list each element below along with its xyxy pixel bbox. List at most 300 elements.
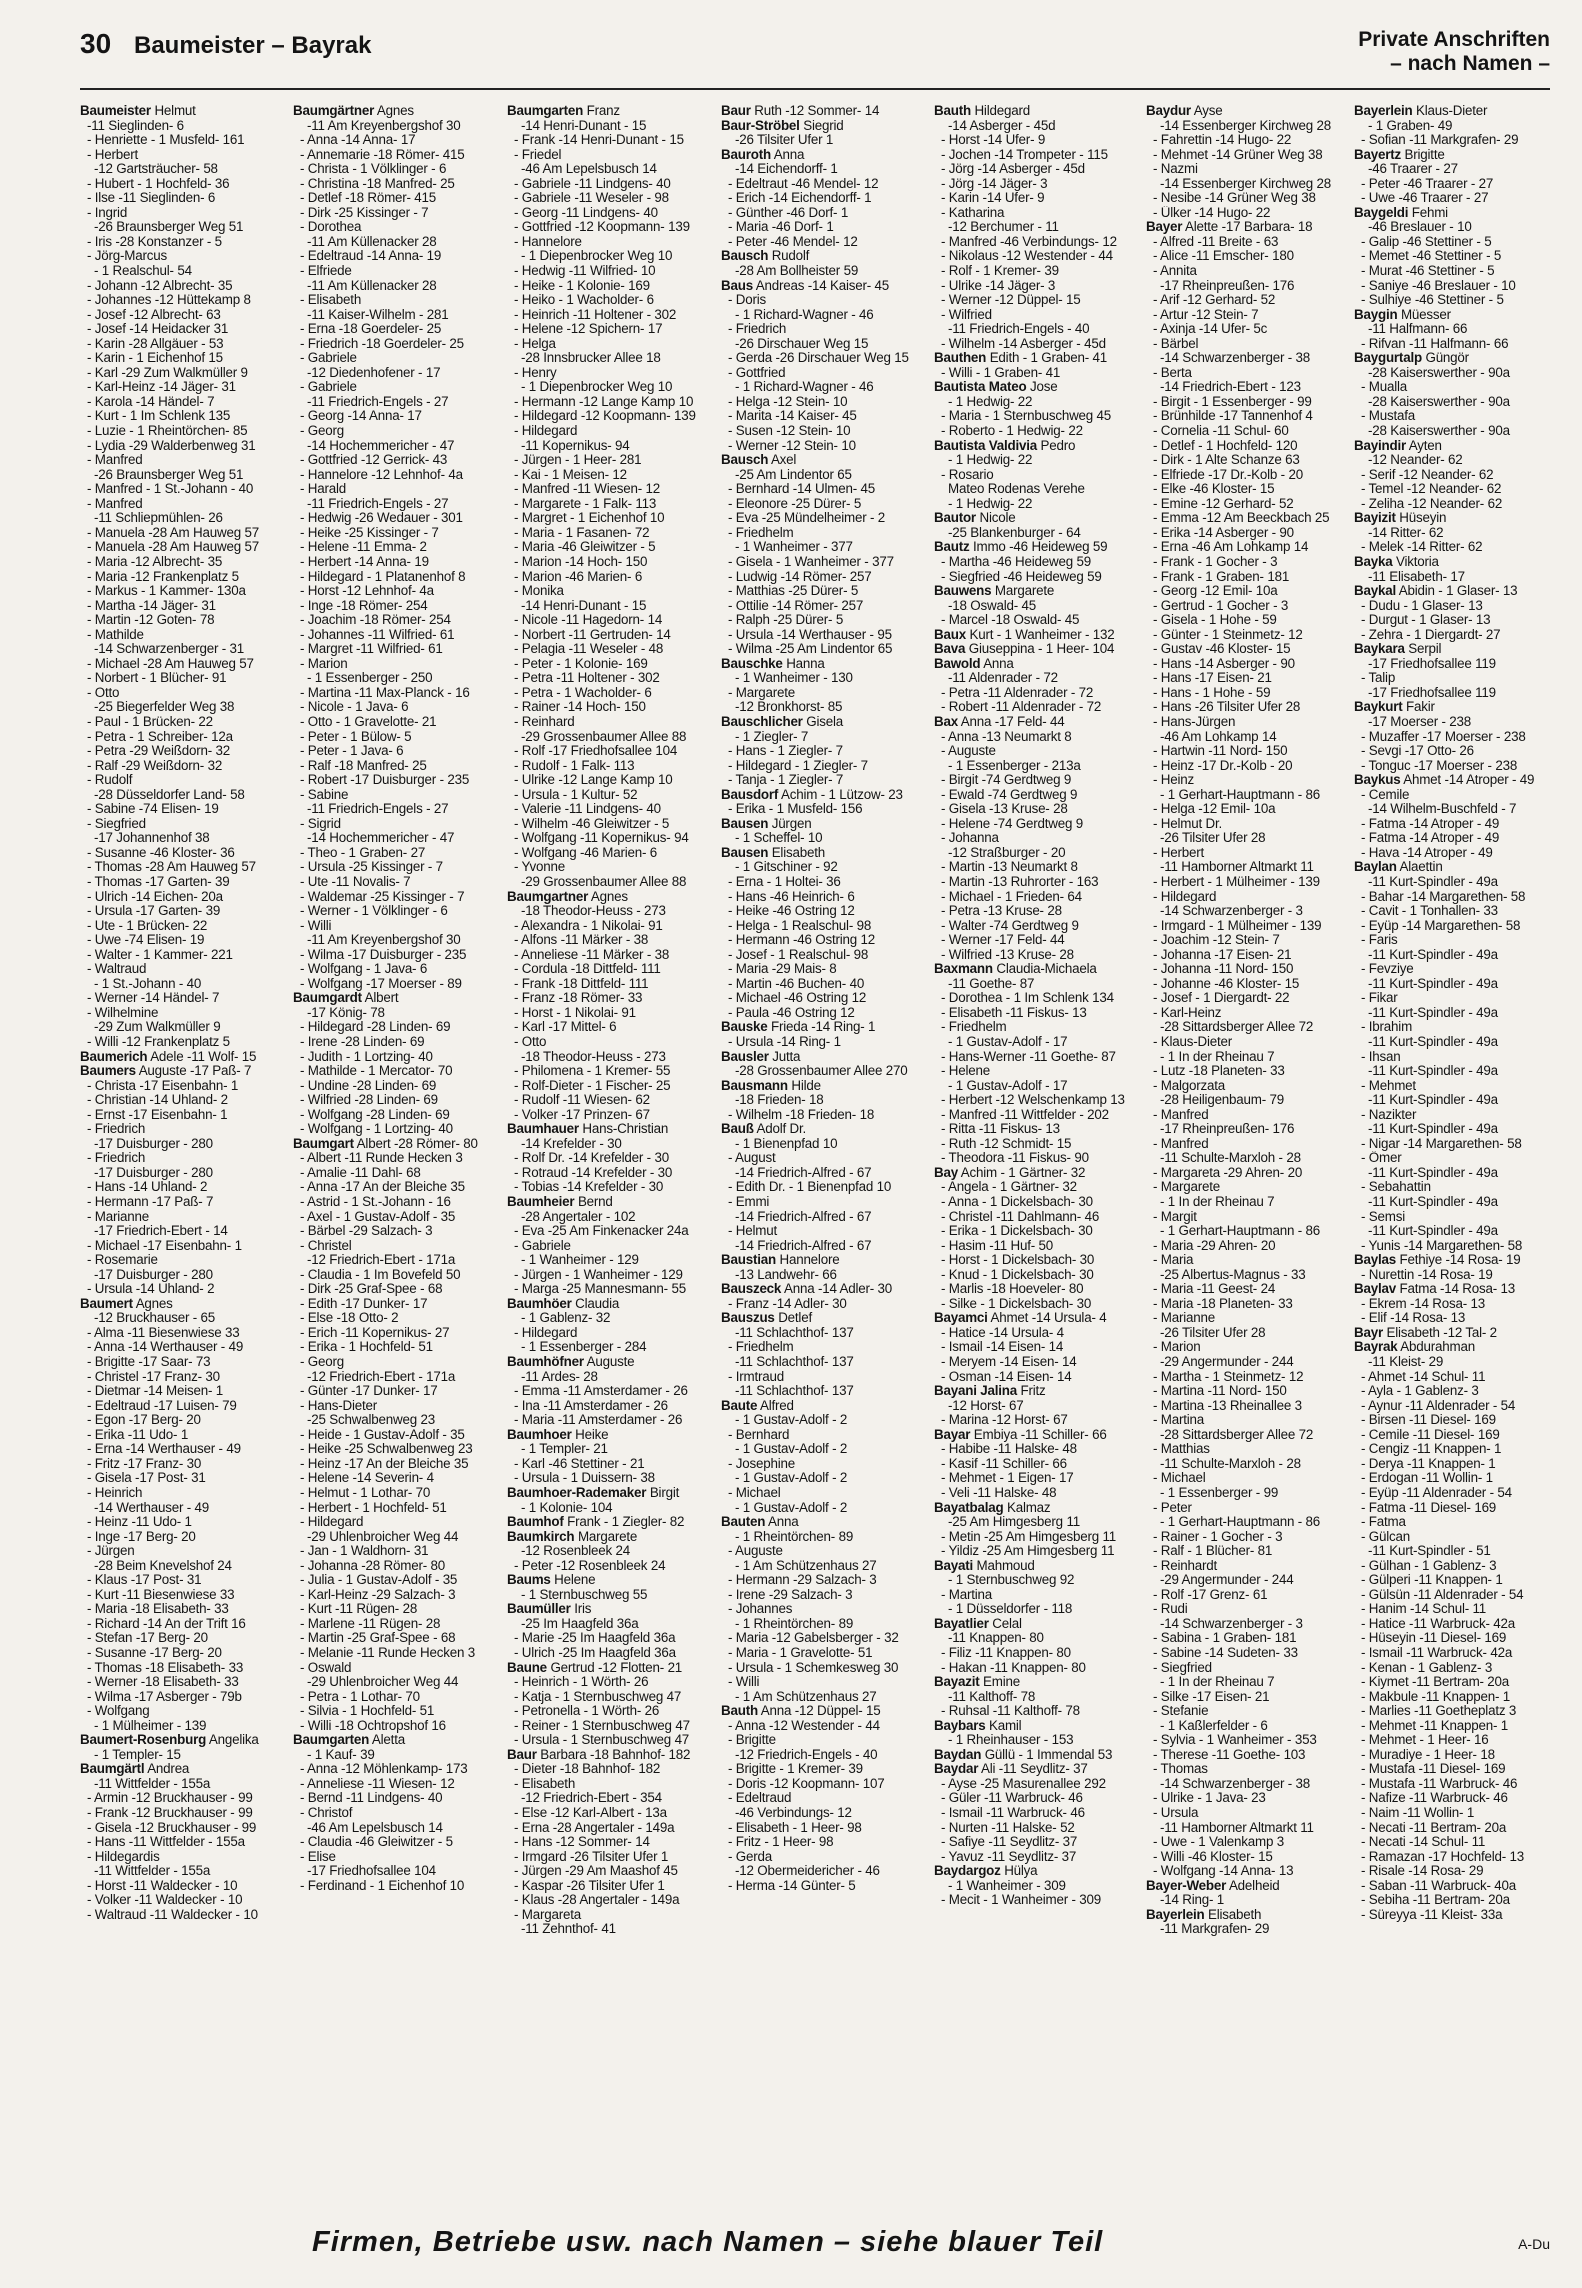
- address-line: - 1 Hedwig- 22: [948, 394, 1033, 409]
- list-item: - Manfred -11 Wittfelder - 202: [941, 1107, 1109, 1122]
- list-item: - Ekrem -14 Rosa- 13: [1361, 1296, 1485, 1311]
- list-item: - Petra -11 Aldenrader - 72: [941, 685, 1094, 700]
- list-item: - Michael -17 Eisenbahn- 1: [87, 1238, 242, 1253]
- list-item: - Willi: [300, 918, 332, 933]
- directory-column: [1146, 104, 1344, 2164]
- list-item: - Dorothea - 1 Im Schlenk 134: [941, 991, 1114, 1006]
- address-line: - 1 Realschul- 54: [94, 264, 192, 279]
- list-item: - Marcel -18 Oswald- 45: [941, 613, 1080, 628]
- list-item: - Ömer: [1361, 1151, 1402, 1166]
- list-item: - Thomas: [1153, 1762, 1208, 1777]
- list-item: - Reinhard: [514, 714, 575, 729]
- list-item: - Manfred -46 Verbindungs- 12: [941, 234, 1117, 249]
- list-item: - Tonguc -17 Moerser - 238: [1361, 758, 1518, 773]
- list-item: - Heinz -17 An der Bleiche 35: [300, 1456, 469, 1471]
- list-item: - Cemile -11 Diesel- 169: [1361, 1427, 1500, 1442]
- list-item: - Hans -11 Wittfelder - 155a: [87, 1835, 245, 1850]
- list-item: - Silke -17 Eisen- 21: [1153, 1689, 1270, 1704]
- list-item: - Horst -11 Waldecker - 10: [87, 1878, 238, 1893]
- surname-entry: [1354, 206, 1552, 221]
- address-line: -11 Kleist- 29: [1368, 1355, 1444, 1370]
- list-item: - Alfons -11 Märker - 38: [514, 933, 649, 948]
- list-item: - Yvonne: [514, 860, 566, 875]
- list-item: - Hans -14 Uhland- 2: [87, 1180, 208, 1195]
- list-item: - Hildegard: [514, 1325, 578, 1340]
- list-item: - Galip -46 Stettiner - 5: [1361, 234, 1492, 249]
- entry-detail: Immo -46 Heideweg 59: [969, 540, 1108, 555]
- surname-entry: [721, 1020, 919, 1035]
- surname: Bayer-Weber: [1146, 1878, 1227, 1893]
- list-item: - Memet -46 Stettiner - 5: [1361, 249, 1502, 264]
- list-item: - Gisela - 1 Wanheimer - 377: [728, 554, 894, 569]
- list-item: - Werner - 1 Völklinger - 6: [300, 904, 448, 919]
- list-item: - Jürgen - 1 Heer- 281: [514, 453, 642, 468]
- list-item: - Helene -12 Spichern- 17: [514, 322, 663, 337]
- list-item: - Gottfried -12 Gerrick- 43: [300, 453, 448, 468]
- list-item: - Susanne -17 Berg- 20: [87, 1645, 222, 1660]
- list-item: - Sabine: [300, 787, 349, 802]
- list-item: - Franz -14 Adler- 30: [728, 1296, 847, 1311]
- directory-column: [721, 104, 919, 2164]
- list-item: - Ursula: [1153, 1805, 1199, 1820]
- list-item: - Sebiha -11 Bertram- 20a: [1361, 1893, 1510, 1908]
- list-item: - Willi -18 Ochtropshof 16: [300, 1718, 446, 1733]
- surname: Bauschke: [721, 656, 783, 671]
- surname: Bayer: [1146, 220, 1183, 235]
- address-line: - 1 Sternbuschweg 92: [948, 1573, 1075, 1588]
- list-item: - Otto: [514, 1035, 547, 1049]
- address-line: -12 Friedrich-Ebert - 354: [521, 1791, 662, 1806]
- list-item: - Alma -11 Biesenwiese 33: [87, 1325, 240, 1340]
- entry-detail: Albert: [361, 991, 399, 1006]
- list-item: - Dudu - 1 Glaser- 13: [1361, 598, 1483, 613]
- list-item: - Gertrud - 1 Gocher - 3: [1153, 598, 1289, 613]
- surname-entry: [721, 1399, 919, 1414]
- list-item: - Hannelore: [514, 234, 582, 249]
- entry-detail: Güngör: [1421, 351, 1469, 366]
- surname: Bauroth: [721, 147, 771, 162]
- surname-entry: [80, 1064, 278, 1079]
- list-item: - Mehmet: [1361, 1078, 1416, 1093]
- address-line: - 1 Rheintörchen- 89: [735, 1529, 854, 1544]
- address-line: -17 Rheinpreußen- 176: [1160, 278, 1295, 293]
- list-item: - Erna -18 Goerdeler- 25: [300, 322, 442, 337]
- list-item: - Serif -12 Neander- 62: [1361, 467, 1494, 482]
- list-item: - Michael -28 Am Hauweg 57: [87, 656, 254, 671]
- list-item: - Herbert -12 Welschenkamp 13: [941, 1093, 1125, 1108]
- list-item: - Helene -11 Emma- 2: [300, 540, 427, 555]
- list-item: - Ursula -17 Garten- 39: [87, 904, 221, 919]
- list-item: - Heiko - 1 Wacholder- 6: [514, 293, 654, 308]
- list-item: - Werner -14 Händel- 7: [87, 991, 220, 1006]
- list-item: - Hermann -17 Paß- 7: [87, 1195, 214, 1210]
- list-item: - Christel -11 Dahlmann- 46: [941, 1209, 1100, 1224]
- entry-detail: Barbara -18 Bahnhof- 182: [536, 1747, 691, 1762]
- address-line: -11 Kurt-Spindler - 49a: [1368, 1165, 1498, 1180]
- list-item: - Martin -12 Goten- 78: [87, 613, 215, 628]
- entry-detail: Auguste -17 Paß- 7: [135, 1064, 252, 1079]
- list-item: - Marianne: [87, 1209, 150, 1224]
- surname: Bawold: [934, 656, 981, 671]
- list-item: - Hildegard: [300, 1515, 364, 1530]
- list-item: - Edith Dr. - 1 Bienenpfad 10: [728, 1180, 892, 1195]
- list-item: - Ralph -25 Dürer- 5: [728, 613, 844, 628]
- list-item: - Fikar: [1361, 991, 1398, 1006]
- entry-detail: Ayse: [1190, 104, 1223, 118]
- surname-entry: [80, 1050, 278, 1065]
- list-item: - Josef -14 Heidacker 31: [87, 322, 229, 337]
- list-item: - Hans-Jürgen: [1153, 714, 1236, 729]
- list-item: - Friedrich: [87, 1122, 146, 1137]
- list-item: - Christel: [300, 1238, 352, 1253]
- address-line: -11 Kurt-Spindler - 49a: [1368, 1224, 1498, 1239]
- surname: Baur: [721, 104, 751, 118]
- list-item: - Margarete: [1153, 1180, 1221, 1195]
- list-item: - Marion: [300, 656, 348, 671]
- address-line: -14 Friedrich-Alfred - 67: [735, 1209, 872, 1224]
- surname: Baylav: [1354, 1282, 1396, 1297]
- list-item: - Helga - 1 Realschul- 98: [728, 918, 872, 933]
- list-item: - Walter - 1 Kammer- 221: [87, 947, 233, 962]
- list-item: - Johanna -28 Römer- 80: [300, 1558, 446, 1573]
- address-line: - 1 Wanheimer - 377: [735, 540, 853, 555]
- list-item: - Maria -11 Amsterdamer - 26: [514, 1413, 683, 1428]
- list-item: - Derya -11 Knappen- 1: [1361, 1456, 1496, 1471]
- address-line: -14 Henri-Dunant - 15: [521, 598, 647, 613]
- surname: Bauth: [934, 104, 971, 118]
- list-item: - Helene -74 Gerdtweg 9: [941, 816, 1084, 831]
- address-line: - 1 Mülheimer - 139: [94, 1718, 207, 1733]
- list-item: - Anneliese -11 Wiesen- 12: [300, 1776, 455, 1791]
- list-item: - Michael: [728, 1485, 781, 1500]
- list-item: - Ralf - 1 Blücher- 81: [1153, 1544, 1273, 1559]
- list-item: - Hans -26 Tilsiter Ufer 28: [1153, 700, 1301, 715]
- list-item: - Georg: [300, 424, 344, 439]
- list-item: - Fatma -14 Atroper - 49: [1361, 816, 1500, 831]
- list-item: - Ursula -14 Uhland- 2: [87, 1282, 215, 1297]
- address-line: -14 Schwarzenberger - 3: [1160, 904, 1303, 919]
- list-item: - Hubert - 1 Hochfeld- 36: [87, 176, 230, 191]
- list-item: - Wilfried -28 Linden- 69: [300, 1093, 438, 1108]
- surname-entry: [721, 1515, 919, 1530]
- list-item: - Cordula -18 Dittfeld- 111: [514, 962, 661, 977]
- list-item: - Anna -12 Westender - 44: [728, 1718, 880, 1733]
- list-item: - Zeliha -12 Neander- 62: [1361, 496, 1503, 511]
- section-title: [1358, 28, 1550, 76]
- list-item: - Gülsün -11 Aldenrader - 54: [1361, 1587, 1524, 1602]
- list-item: - Uwe -46 Traarer - 27: [1361, 191, 1489, 206]
- list-item: - Friedhelm: [728, 525, 794, 540]
- surname-entry: [721, 1122, 919, 1137]
- address-line: - 1 Essenberger - 284: [521, 1340, 647, 1355]
- list-item: - Gerda: [728, 1849, 772, 1864]
- list-item: - Heinz: [1153, 773, 1195, 788]
- surname: Bay: [934, 1165, 958, 1180]
- address-line: -25 Im Haagfeld 36a: [521, 1616, 639, 1631]
- list-item: - Horst - 1 Dickelsbach- 30: [941, 1253, 1095, 1268]
- surname-entry: [507, 1428, 705, 1443]
- surname-entry: [721, 104, 919, 119]
- list-item: - Bahar -14 Margarethen- 58: [1361, 889, 1526, 904]
- list-item: - Rolf Dr. -14 Krefelder - 30: [514, 1151, 669, 1166]
- entry-detail: Andrea: [144, 1762, 190, 1777]
- address-line: - 1 Rheintörchen- 89: [735, 1616, 854, 1631]
- entry-detail: Nicole: [975, 511, 1016, 526]
- list-item: - Therese -11 Goethe- 103: [1153, 1747, 1306, 1762]
- entry-detail: Edith - 1 Graben- 41: [986, 351, 1108, 366]
- list-item: - Margarete: [728, 685, 796, 700]
- list-item: - Hans -17 Eisen- 21: [1153, 671, 1272, 686]
- list-item: - Bärbel: [1153, 336, 1199, 351]
- address-line: -17 Duisburger - 280: [94, 1136, 213, 1151]
- list-item: - Rudolf - 1 Falk- 113: [514, 758, 635, 773]
- list-item: - Maria -29 Mais- 8: [728, 962, 837, 977]
- list-item: - Petra - 1 Lothar- 70: [300, 1689, 420, 1704]
- list-item: - Fevziye: [1361, 962, 1414, 977]
- list-item: - Werner -12 Stein- 10: [728, 438, 856, 453]
- list-item: - Maria -12 Frankenplatz 5: [87, 569, 239, 584]
- list-item: - Arif -12 Gerhard- 52: [1153, 293, 1276, 308]
- list-item: - Ernst -17 Eisenbahn- 1: [87, 1107, 228, 1122]
- list-item: - Judith - 1 Lortzing- 40: [300, 1049, 433, 1064]
- list-item: - Dietmar -14 Meisen- 1: [87, 1384, 224, 1399]
- address-line: -11 Kopernikus- 94: [521, 438, 630, 453]
- list-item: - Hannelore -12 Lehnhof- 4a: [300, 467, 463, 482]
- surname-entry: [721, 1311, 919, 1326]
- list-item: - Else -18 Otto- 2: [300, 1311, 399, 1326]
- address-line: - 1 St.-Johann - 40: [94, 976, 202, 991]
- list-item: - Erika -11 Udo- 1: [87, 1427, 189, 1442]
- list-item: - Aynur -11 Aldenrader - 54: [1361, 1398, 1516, 1413]
- address-line: -12 Horst- 67: [948, 1398, 1024, 1413]
- surname: Bausler: [721, 1049, 769, 1064]
- list-item: - Saban -11 Warbruck- 40a: [1361, 1878, 1517, 1893]
- list-item: - Anna -14 Anna- 17: [300, 133, 416, 148]
- list-item: - Gülhan - 1 Gablenz- 3: [1361, 1558, 1497, 1573]
- surname-entry: [507, 1748, 705, 1763]
- entry-detail: Kalmaz: [1003, 1500, 1051, 1515]
- list-item: - Georg -14 Anna- 17: [300, 409, 422, 424]
- surname-entry: [934, 1311, 1132, 1326]
- address-line: -11 Elisabeth- 17: [1368, 569, 1465, 584]
- address-line: -46 Am Lepelsbusch 14: [521, 162, 657, 177]
- surname: Baumerich: [80, 1049, 148, 1064]
- list-item: - Matthias: [1153, 1442, 1210, 1457]
- surname: Bayrak: [1354, 1340, 1398, 1355]
- list-item: - Werner -12 Düppel- 15: [941, 293, 1081, 308]
- list-item: - Ursula -14 Ring- 1: [728, 1035, 841, 1049]
- list-item: - Peter - 1 Kolonie- 169: [514, 656, 648, 671]
- list-item: - Doris -12 Koopmann- 107: [728, 1776, 885, 1791]
- list-item: - Christof: [300, 1805, 353, 1820]
- list-item: - Irmgard - 1 Mülheimer - 139: [1153, 918, 1322, 933]
- list-item: - Silke - 1 Dickelsbach- 30: [941, 1296, 1092, 1311]
- surname: Baykal: [1354, 584, 1396, 599]
- list-item: - Christina -18 Manfred- 25: [300, 176, 455, 191]
- list-item: - Wolfgang -17 Moerser - 89: [300, 976, 462, 991]
- list-item: - Robert -11 Aldenrader - 72: [941, 700, 1102, 715]
- list-item: - Monika: [514, 584, 564, 599]
- address-line: -14 Friedrich-Alfred - 67: [735, 1238, 872, 1253]
- entry-detail: Agnes: [588, 889, 628, 904]
- entry-detail: Müesser: [1397, 307, 1451, 322]
- address-line: -25 Am Lindentor 65: [735, 467, 852, 482]
- surname: Bautor: [934, 511, 976, 526]
- list-item: - Knud - 1 Dickelsbach- 30: [941, 1267, 1094, 1282]
- address-line: -11 Am Kreyenbergshof 30: [307, 118, 461, 133]
- address-line: -13 Landwehr- 66: [735, 1267, 837, 1282]
- list-item: - Gabriele -11 Weseler - 98: [514, 191, 669, 206]
- list-item: - Metin -25 Am Himgesberg 11: [941, 1529, 1116, 1544]
- address-line: -18 Theodor-Heuss - 273: [521, 904, 666, 919]
- list-item: - Günther -46 Dorf- 1: [728, 205, 849, 220]
- list-item: - Maria -46 Dorf- 1: [728, 220, 834, 235]
- list-item: - Martin -25 Graf-Spee - 68: [300, 1631, 456, 1646]
- list-item: - Reiner - 1 Sternbuschweg 47: [514, 1718, 690, 1733]
- list-item: - Heide - 1 Gustav-Adolf - 35: [300, 1427, 465, 1442]
- list-item: - Helga -12 Stein- 10: [728, 394, 848, 409]
- list-item: - Frank -18 Dittfeld- 111: [514, 976, 649, 991]
- surname: Baumhöfner: [507, 1355, 584, 1370]
- surname-entry: [934, 1719, 1132, 1734]
- address-line: -46 Am Lepelsbusch 14: [307, 1820, 443, 1835]
- list-item: - Werner -17 Feld- 44: [941, 933, 1065, 948]
- entry-detail: Ruth -12 Sommer- 14: [750, 104, 880, 118]
- surname: Bauszeck: [721, 1282, 782, 1297]
- address-line: - 1 Kolonie- 104: [521, 1500, 613, 1515]
- list-item: - Josef -12 Albrecht- 63: [87, 307, 221, 322]
- surname-entry: [507, 1573, 705, 1588]
- surname: Bayati: [934, 1558, 973, 1573]
- surname: Bauthen: [934, 351, 987, 366]
- list-item: - Waltraud -11 Waldecker - 10: [87, 1907, 258, 1922]
- entry-detail: Giuseppina - 1 Heer- 104: [965, 642, 1115, 657]
- list-item: - Josef - 1 Realschul- 98: [728, 947, 869, 962]
- list-item: - Marlis -18 Hoeveler- 80: [941, 1282, 1084, 1297]
- list-item: - Yildiz -25 Am Himgesberg 11: [941, 1544, 1115, 1559]
- list-item: - Mehmet - 1 Heer- 16: [1361, 1733, 1489, 1748]
- address-line: -17 Friedhofsallee 104: [307, 1864, 436, 1879]
- surname: Baybars: [934, 1718, 986, 1733]
- surname-entry: [1354, 1282, 1552, 1297]
- list-item: - Joachim -18 Römer- 254: [300, 613, 451, 628]
- list-item: - Henry: [514, 365, 557, 380]
- address-line: - 1 Kauf- 39: [307, 1747, 375, 1762]
- list-item: - Maria -12 Albrecht- 35: [87, 554, 223, 569]
- list-item: - Rolf - 1 Kremer- 39: [941, 264, 1059, 279]
- entry-detail: Ayten: [1405, 438, 1442, 453]
- list-item: - Erna -14 Werthauser - 49: [87, 1442, 241, 1457]
- list-item: - Irene -28 Linden- 69: [300, 1035, 425, 1049]
- list-item: - Oswald: [300, 1660, 352, 1675]
- list-item: - Fritz -17 Franz- 30: [87, 1456, 202, 1471]
- surname-entry: [507, 890, 705, 905]
- surname-entry: [721, 119, 919, 134]
- surname: Bayazit: [934, 1675, 980, 1690]
- address-line: -14 Essenberger Kirchweg 28: [1160, 118, 1332, 133]
- address-line: -28 Heiligenbaum- 79: [1160, 1093, 1285, 1108]
- address-line: -12 Gartsträucher- 58: [94, 162, 218, 177]
- list-item: - Kurt -11 Rügen- 28: [300, 1602, 418, 1617]
- list-item: - Herbert: [1153, 845, 1205, 860]
- list-item: - Mustafa -11 Warbruck- 46: [1361, 1776, 1518, 1791]
- surname: Bausdorf: [721, 787, 779, 802]
- list-item: - Mualla: [1361, 380, 1408, 395]
- list-item: - Saniye -46 Breslauer - 10: [1361, 278, 1516, 293]
- address-line: - 1 Sternbuschweg 55: [521, 1587, 648, 1602]
- list-item: - Habibe -11 Halske- 48: [941, 1442, 1077, 1457]
- surname-entry: [721, 1050, 919, 1065]
- entry-detail: Hanna: [782, 656, 825, 671]
- list-item: - Brigitte -17 Saar- 73: [87, 1355, 211, 1370]
- list-item: - Manfred: [1153, 1107, 1209, 1122]
- header-rule: [80, 88, 1550, 90]
- address-line: -11 Am Küllenacker 28: [307, 234, 437, 249]
- list-item: - Mehmet -14 Grüner Weg 38: [1153, 147, 1323, 162]
- list-item: - Wilfried: [941, 307, 992, 322]
- list-item: - Maria: [1153, 1253, 1194, 1268]
- list-item: - Muradiye - 1 Heer- 18: [1361, 1747, 1495, 1762]
- list-item: - Rainer - 1 Gocher - 3: [1153, 1529, 1283, 1544]
- address-line: -28 Am Bollheister 59: [735, 264, 859, 279]
- list-item: - Hedwig -26 Wedauer - 301: [300, 511, 463, 526]
- surname-entry: [507, 1661, 705, 1676]
- list-item: - Jan - 1 Waldhorn- 31: [300, 1544, 429, 1559]
- entry-detail: Achim - 1 Gärtner- 32: [957, 1165, 1086, 1180]
- entry-detail: Kamil: [985, 1718, 1022, 1733]
- list-item: - Thomas -17 Garten- 39: [87, 874, 230, 889]
- list-item: - Maria -12 Gabelsberger - 32: [728, 1631, 899, 1646]
- list-item: - Ursula -14 Werthauser - 95: [728, 627, 892, 642]
- list-item: - Kenan - 1 Gablenz- 3: [1361, 1660, 1493, 1675]
- list-item: - Friedrich -18 Goerdeler- 25: [300, 336, 464, 351]
- address-line: -11 Knappen- 80: [948, 1631, 1044, 1646]
- surname-entry: [1354, 642, 1552, 657]
- list-item: - Jürgen - 1 Wanheimer - 129: [514, 1267, 683, 1282]
- address-line: -29 Angermunder - 244: [1160, 1355, 1294, 1370]
- list-item: - Naim -11 Wollin- 1: [1361, 1805, 1475, 1820]
- list-item: - Hedwig -11 Wilfried- 10: [514, 264, 656, 279]
- list-item: - Helmut - 1 Lothar- 70: [300, 1485, 431, 1500]
- entry-detail: Albert -28 Römer- 80: [353, 1136, 478, 1151]
- list-item: - Maria -18 Elisabeth- 33: [87, 1602, 229, 1617]
- list-item: - Herbert - 1 Mülheimer - 139: [1153, 874, 1320, 889]
- list-item: - Karin -14 Ufer- 9: [941, 191, 1045, 206]
- list-item: - Ulrich -25 Im Haagfeld 36a: [514, 1645, 676, 1660]
- entry-detail: Hannelore: [775, 1253, 840, 1268]
- surname-entry: [721, 657, 919, 672]
- entry-detail: Güllü - 1 Immendal 53: [981, 1747, 1113, 1762]
- list-item: - Wilfried -13 Kruse- 28: [941, 947, 1074, 962]
- list-item: - Yunis -14 Margarethen- 58: [1361, 1238, 1523, 1253]
- list-item: - Peter - 1 Java- 6: [300, 744, 404, 759]
- surname: Bauschlicher: [721, 714, 803, 729]
- list-item: - Ewald -74 Gerdtweg 9: [941, 787, 1078, 802]
- list-item: - Rolf -17 Grenz- 61: [1153, 1587, 1268, 1602]
- entry-detail: Helene: [550, 1573, 596, 1588]
- list-item: - Ute - 1 Brücken- 22: [87, 918, 208, 933]
- entry-detail: Klaus-Dieter: [1412, 104, 1488, 118]
- surname: Bautista Mateo: [934, 380, 1027, 395]
- list-item: - Martin -13 Neumarkt 8: [941, 860, 1078, 875]
- address-line: - 1 Richard-Wagner - 46: [735, 380, 874, 395]
- list-item: - Hans-Dieter: [300, 1398, 378, 1413]
- list-item: - Martina: [941, 1587, 993, 1602]
- page-number: 30: [80, 28, 112, 59]
- list-item: - Jörg -14 Jäger- 3: [941, 176, 1048, 191]
- list-item: - Rudolf: [87, 773, 133, 788]
- list-item: - Ottilie -14 Römer- 257: [728, 598, 864, 613]
